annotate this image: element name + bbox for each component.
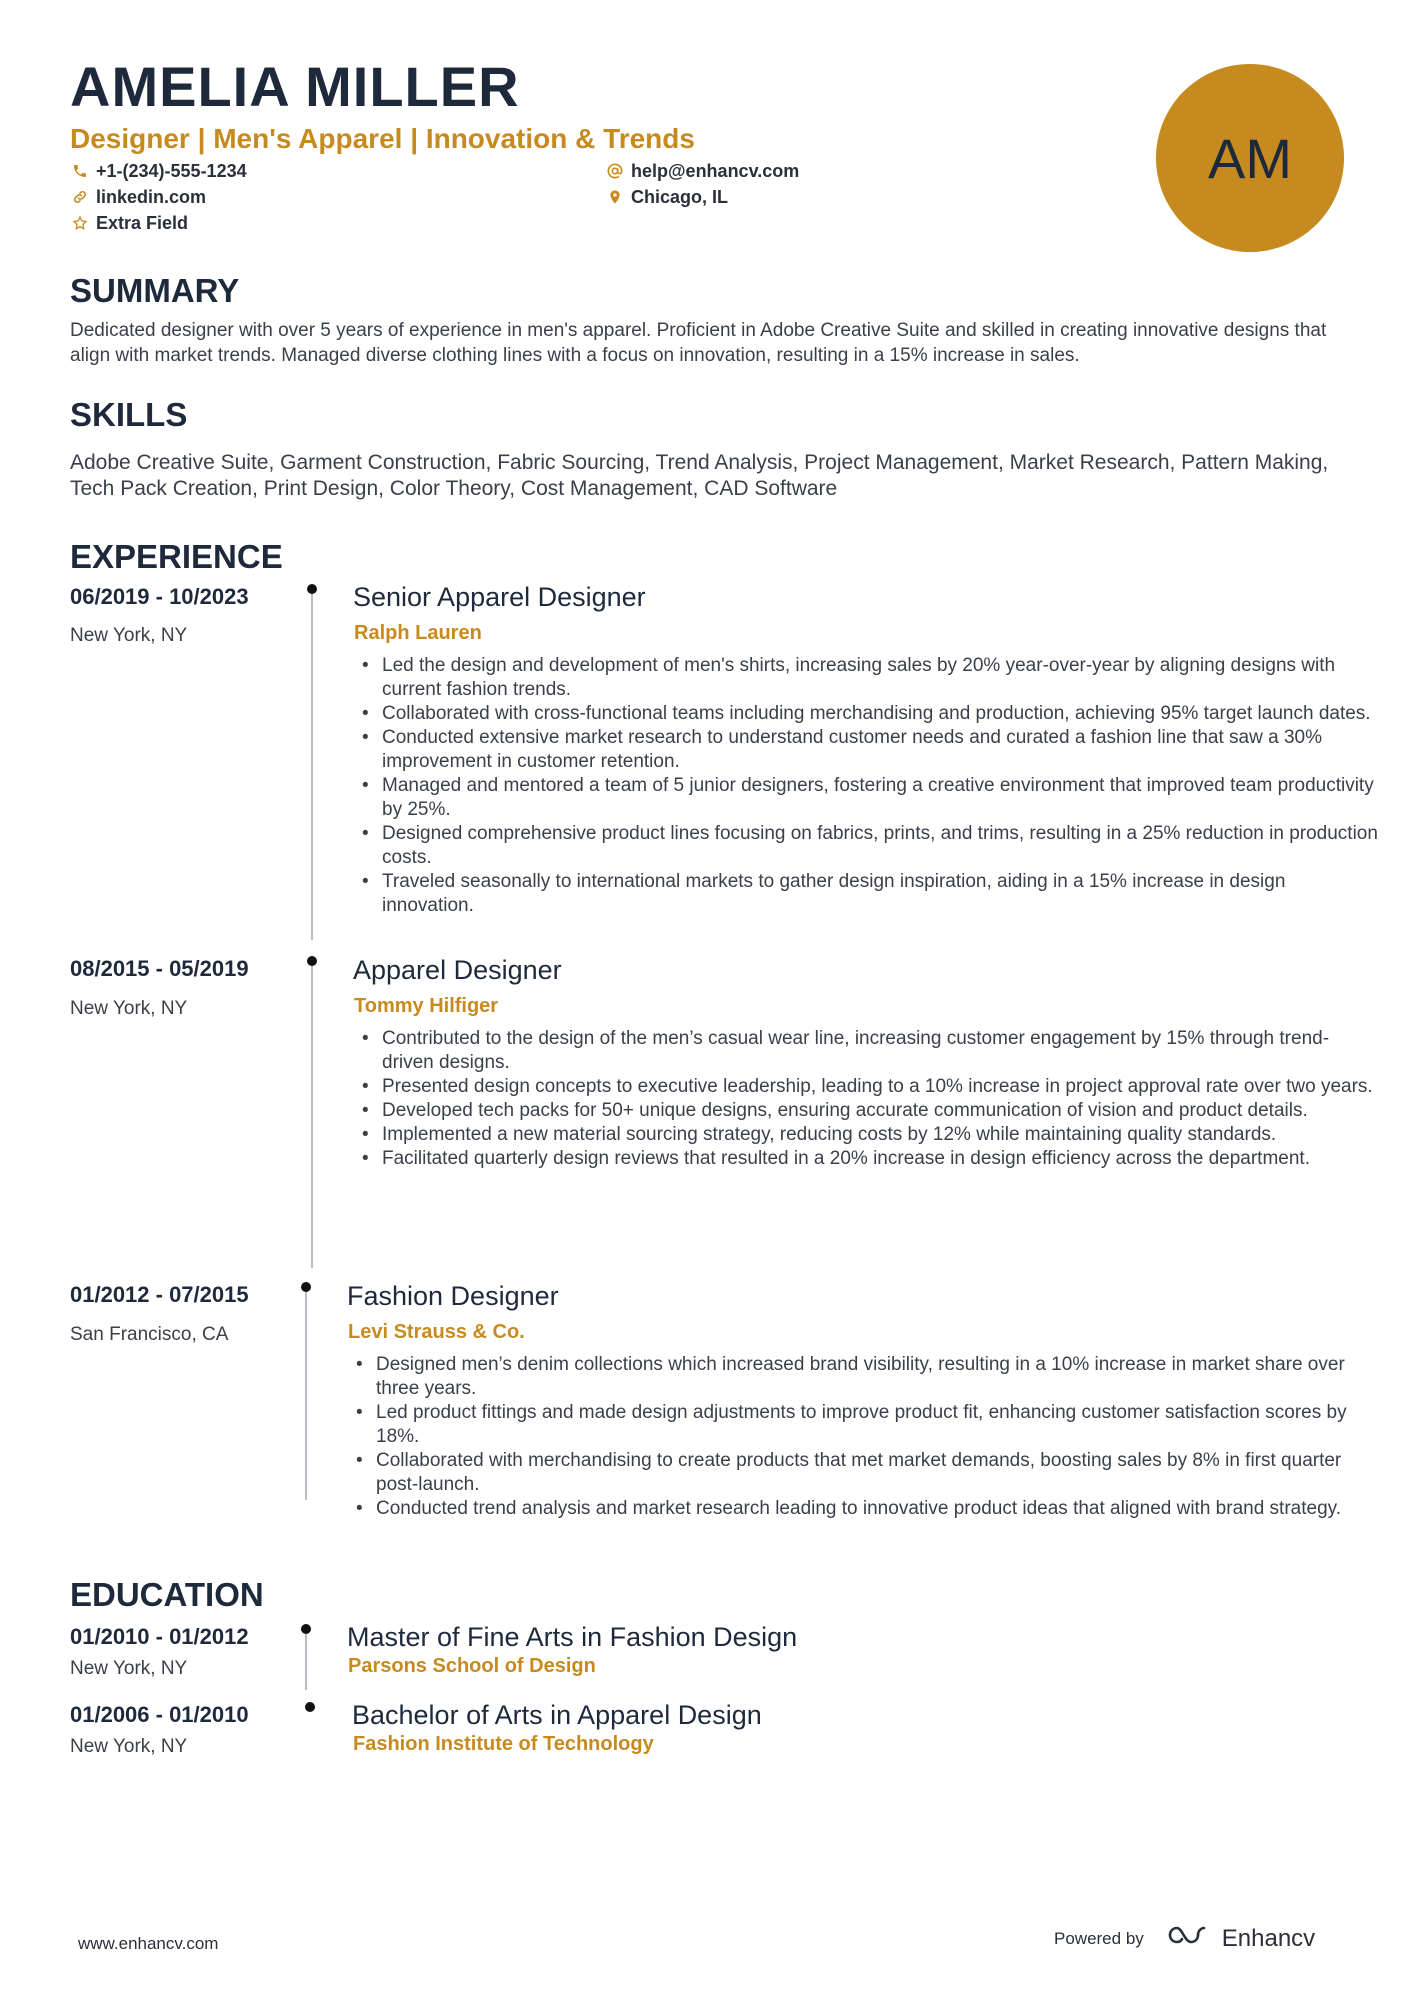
list-item: • Facilitated quarterly design reviews that resulted in a 20% increase in design efficiency across the department. (382, 1147, 1378, 1171)
job-company: Levi Strauss & Co. (348, 1321, 525, 1343)
contact-location (607, 188, 728, 206)
timeline-dot (305, 1702, 315, 1712)
education-dates: 01/2010 - 01/2012 (70, 1624, 249, 1649)
timeline-line (311, 962, 313, 1268)
job-location: New York, NY (70, 625, 188, 646)
timeline-line (305, 1288, 307, 1500)
education-location: New York, NY (70, 1658, 188, 1679)
degree-title: Bachelor of Arts in Apparel Design (352, 1700, 762, 1730)
list-item: • Traveled seasonally to international markets to gather design inspiration, aiding in a 15% increase in design innovation. (382, 870, 1378, 918)
footer-website[interactable]: www.enhancv.com (78, 1934, 219, 1953)
contact-extra (72, 214, 188, 232)
list-item: • Led the design and development of men's shirts, increasing sales by 20% year-over-year by aligning designs with current fashion trends. (382, 654, 1378, 702)
job-title: Senior Apparel Designer (353, 582, 646, 612)
job-dates: 06/2019 - 10/2023 (70, 584, 249, 609)
contact-linkedin[interactable] (72, 188, 206, 206)
contact-phone (72, 162, 247, 180)
phone-text: +1-(234)-555-1234 (96, 161, 247, 181)
candidate-tagline: Designer | Men's Apparel | Innovation & Trends (70, 123, 695, 154)
list-item: • Conducted extensive market research to understand customer needs and curated a fashion line that saw a 30% improvement in customer retention. (382, 726, 1378, 774)
candidate-name: AMELIA MILLER (70, 55, 520, 118)
email-text: help@enhancv.com (631, 161, 800, 181)
list-item: • Designed men’s denim collections which increased brand visibility, resulting in a 10% increase in market share over three years. (376, 1353, 1378, 1401)
linkedin-text: linkedin.com (96, 187, 207, 207)
list-item: • Developed tech packs for 50+ unique designs, ensuring accurate communication of vision and product details. (382, 1099, 1378, 1123)
link-icon (72, 189, 88, 205)
brand-logo[interactable] (1166, 1922, 1315, 1955)
extra-field-text: Extra Field (96, 213, 189, 233)
contact-email[interactable] (607, 162, 799, 180)
timeline-line (305, 1634, 307, 1690)
school-name: Fashion Institute of Technology (353, 1733, 654, 1755)
job-location: New York, NY (70, 998, 188, 1019)
job-location: San Francisco, CA (70, 1324, 229, 1345)
summary-text: Dedicated designer with over 5 years of experience in men's apparel. Proficient in Adobe Creative Suite and skilled in creating innovative designs that align with market trends. Managed diverse clothing lines with a focus on innovation, resulting in a 15% increase in sales. (70, 320, 1327, 366)
job-company: Tommy Hilfiger (354, 995, 499, 1017)
skills-text: Adobe Creative Suite, Garment Construction, Fabric Sourcing, Trend Analysis, Project Management, Market Research, Pattern Making, Tech Pack Creation, Print Design, Color Theory, Cost Management, CAD Software (70, 451, 1329, 500)
degree-title: Master of Fine Arts in Fashion Design (347, 1622, 798, 1652)
job-dates: 08/2015 - 05/2019 (70, 956, 249, 981)
skills-heading: SKILLS (70, 396, 188, 433)
job-bullets (348, 1353, 1378, 1521)
job-dates: 01/2012 - 07/2015 (70, 1282, 249, 1307)
school-name: Parsons School of Design (348, 1655, 596, 1677)
list-item: • Collaborated with cross-functional teams including merchandising and production, achieving 95% target launch dates. (382, 702, 1378, 726)
summary-heading: SUMMARY (70, 272, 240, 309)
brand-name: Enhancv (1221, 1924, 1316, 1952)
timeline-dot (307, 584, 317, 594)
list-item: • Led product fittings and made design adjustments to improve product fit, enhancing customer satisfaction scores by 18%. (376, 1401, 1378, 1449)
location-text: Chicago, IL (631, 187, 729, 207)
timeline-dot (307, 956, 317, 966)
education-heading: EDUCATION (70, 1576, 264, 1613)
map-pin-icon (607, 189, 623, 205)
job-bullets (354, 1027, 1378, 1171)
list-item: • Conducted trend analysis and market research leading to innovative product ideas that aligned with brand strategy. (376, 1497, 1378, 1521)
list-item: • Contributed to the design of the men’s casual wear line, increasing customer engagement by 15% through trend-driven designs. (382, 1027, 1378, 1075)
phone-icon (72, 163, 88, 179)
list-item: • Collaborated with merchandising to create products that met market demands, boosting sales by 8% in first quarter post-launch. (376, 1449, 1378, 1497)
enhancv-logo-icon (1166, 1922, 1212, 1955)
job-title: Fashion Designer (347, 1281, 559, 1311)
timeline-line (311, 590, 313, 940)
timeline-dot (301, 1282, 311, 1292)
timeline-dot (301, 1624, 311, 1634)
experience-heading: EXPERIENCE (70, 538, 283, 575)
list-item: • Managed and mentored a team of 5 junior designers, fostering a creative environment that improved team productivity by 25%. (382, 774, 1378, 822)
education-location: New York, NY (70, 1736, 188, 1757)
job-title: Apparel Designer (353, 955, 562, 985)
job-bullets (354, 654, 1378, 918)
job-company: Ralph Lauren (354, 622, 482, 644)
star-icon (72, 215, 88, 231)
education-dates: 01/2006 - 01/2010 (70, 1702, 249, 1727)
list-item: • Presented design concepts to executive leadership, leading to a 10% increase in project approval rate over two years. (382, 1075, 1378, 1099)
list-item: • Implemented a new material sourcing strategy, reducing costs by 12% while maintaining quality standards. (382, 1123, 1378, 1147)
powered-by-text: Powered by (1054, 1928, 1144, 1948)
avatar (1156, 64, 1344, 252)
list-item: • Designed comprehensive product lines focusing on fabrics, prints, and trims, resulting in a 25% reduction in production costs. (382, 822, 1378, 870)
footer-branding (1054, 1922, 1315, 1955)
avatar-initials: AM (1208, 126, 1292, 190)
at-sign-icon (607, 163, 623, 179)
